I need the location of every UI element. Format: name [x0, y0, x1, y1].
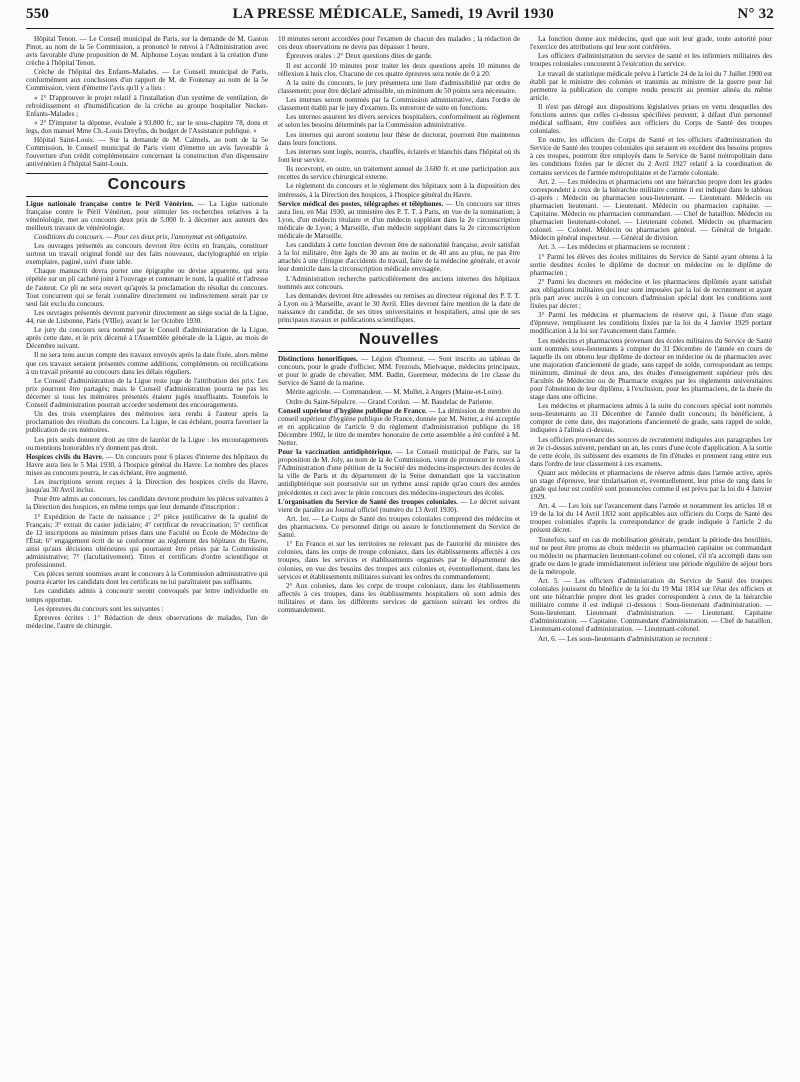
article-text: — La démission de membre du conseil supérieur d'hygiène publique de France, donnée par M. Netter, a été acceptée et en application de l'article 9 du règlement d'administration publique du 18 Décembre 1902, le titre de membre honoraire de cette assemblée a été conféré à M. Netter. [278, 406, 520, 448]
paragraph: Épreuves orales : 2° Deux questions dites de garde. [286, 52, 433, 61]
paragraph: Les officiers d'administration du service de santé et les infirmiers militaires des troupes coloniales concourent à l'exécution du service. [530, 52, 772, 69]
paragraph: Crèche de l'hôpital des Enfants-Malades. — Le Conseil municipal de Paris, conformément aux conclusions d'un rapport de M. de Fontenay au nom de la 5e Commission, vient d'émettre l'avis qu'il y a lieu : [26, 68, 268, 93]
paragraph: Chaque manuscrit devra porter une épigraphe ou devise apparente, qui sera répétée sur un pli cacheté joint à l'ouvrage et contenant le nom, la qualité et l'adresse de l'auteur. Ce pli ne sera ouvert qu'après la proclamation du résultat du concours. Tout concurrent qui se ferait connaître directement ou indirectement serait par ce seul fait exclu du concours. [26, 267, 268, 308]
paragraph [278, 355, 520, 387]
page-title: LA PRESSE MÉDICALE, Samedi, 19 Avril 1930 [232, 6, 554, 22]
paragraph: La fonction donne aux médecins, quel que soit leur grade, toute autorité pour l'exercice des attributions qui leur sont conférées. [530, 35, 772, 52]
paragraph: Les médecins et pharmaciens admis à la suite du concours spécial sont nommés sous-lieutenants au 31 Décembre de l'année dudit concours; ils bénéficient, à compter de cette date, des majorations d'ancienneté de grade, sans rappel de solde, indiquées à l'alinéa ci-dessus. [530, 402, 772, 435]
paragraph: Pour être admis au concours, les candidats devront produire les pièces suivantes à la Direction des hospices, en même temps que leur demande d'inscription : [26, 495, 268, 512]
article-text: — Le Conseil municipal de Paris, sur la proposition de M. Joly, au nom de la 4e Commission, vient de prononcer le renvoi à l'Administration d'une pétition de la Société des médecins-inspecteurs des écoles de la ville de Paris et du département de la Seine demandant que la vaccination antidiphtérique soit poursuivie sur un rythme aussi rapide qu'au cours des années précédentes et ceci avec le plein concours des médecins-inspecteurs des écoles. [278, 448, 520, 497]
paragraph: 1° En France et sur les territoires ne relevant pas de l'autorité du ministre des colonies, dans les corps de troupe coloniaux, dans les établissements affectés à ces troupes, dans les services et établissements organisés par le département des colonies, en vue des besoins des troupes aux colonies et, éventuellement, dans les services et établissements militaires suivant les ordres du commandement; [278, 540, 520, 581]
article-text: — Un concours pour 6 places d'interne des hôpitaux du Havre aura lieu le 5 Mai 1930, à l'hospice général du Havre. Le nombre des places mises au concours pourra, le cas échéant, être augmenté. [26, 452, 268, 477]
paragraph: Art. 2. — Les médecins et pharmaciens ont une hiérarchie propre dont les grades correspondent à ceux de la hiérarchie militaire comme il est indiqué dans le tableau ci-après : Médecin ou pharmacien sous-lieutenant. — Lieutenant. Médecin ou pharmacien lieutenant. — Lieutenant. Médecin ou pharmacien capitaine. — Capitaine. Médecin ou pharmacien commandant. — Chef de bataillon. Médecin ou pharmacien lieutenant-colonel. — Lieutenant colonel. Médecin ou pharmacien colonel. — Colonel. Médecin ou pharmacien général. — Général de brigade. Médecin général inspecteur. — Général de division. [530, 177, 772, 243]
paragraph: Ils recevront, en outre, un traitement annuel de 3.600 fr. et une participation aux recettes du service chirurgical externe. [278, 165, 520, 182]
paragraph: Les épreuves du concours sont les suivantes : [34, 604, 164, 613]
page-number: 550 [26, 6, 50, 22]
paragraph: Épreuves écrites : 1° Rédaction de deux observations de malades, l'un de médecine, l'autre de chirurgie. [26, 613, 268, 631]
paragraph: Hôpital Saint-Louis. — Sur la demande de M. Calmels, au nom de la 5e Commission, le Conseil municipal de Paris vient d'émettre un avis favorable à l'ouverture d'un crédit complémentaire concernant la construction d'un dispensaire antivénérien à l'hôpital Saint-Louis. [26, 136, 268, 169]
paragraph: Art. 3. — Les médecins et pharmaciens se recrutent : [538, 243, 690, 252]
paragraph: 1° Parmi les élèves des écoles militaires du Service de Santé ayant obtenu à la sortie desdites écoles le diplôme de docteur en médecine ou le diplôme de pharmacien ; [530, 252, 772, 277]
paragraph: « 1° D'approuver le projet relatif à l'installation d'un système de ventilation, de refroidissement et d'humidification de la crèche au groupe hospitalier Necker-Enfants-Malades ; [26, 93, 268, 118]
paragraph: Quant aux médecins et pharmaciens de réserve admis dans l'armée active, après un stage d'épreuve, leur titularisation et, éventuellement, leur prise de rang dans le grade qui leur est conféré sont prononcées comme il est prévu par la loi du 4 Janvier 1929. [530, 468, 772, 502]
article-text: Conditions du concours. — Pour ces deux prix, l'anonymat est obligatoire. [34, 232, 248, 241]
paragraph: Art. 6. — Les sous-lieutenants d'administration se recrutent : [538, 634, 712, 643]
article-title: Distinctions honorifiques. [278, 355, 358, 364]
paragraph: L'Administration recherche particulièrement des anciens internes des hôpitaux nommés aux concours. [278, 274, 520, 291]
paragraph [26, 233, 268, 241]
article-text: — Le décret suivant vient de paraître au Journal officiel (numéro du 13 Avril 1930). [278, 497, 520, 514]
article-text: — Un concours sur titres aura lieu, en Mai 1930, au ministère des P. T. T. à Paris, en vue de la nomination; à Lyon, d'un médecin titulaire et d'un médecin suppléant dans la 2e circonscription médicale de Lyon; à Marseille, d'un médecin suppléant dans la 2e circonscription médicale de Marseille. [278, 199, 520, 240]
paragraph [278, 407, 520, 447]
paragraph: Il est accordé 10 minutes pour traiter les deux questions après 10 minutes de réflexion à huis clos. Chacune de ces quatre épreuves sera notée de 0 à 20. [278, 61, 520, 78]
paragraph [26, 453, 268, 477]
paragraph: Art. 4. — Les lois sur l'avancement dans l'armée et notamment les articles 18 et 19 de la loi du 14 Avril 1832 sont applicables aux officiers du Corps de Santé des troupes coloniales d'après la correspondance de grade indiquée à l'article 2 du présent décret. [530, 502, 772, 535]
issue-number: N° 32 [737, 6, 774, 22]
paragraph: Hôpital Tenon. — Le Conseil municipal de Paris, sur la demande de M. Gaston Pinot, au nom de la 5e Commission, a prononcé le renvoi à l'Administration avec avis favorable d'une proposition de M. Alphonse Loyau tendant à la création d'une crèche à l'hôpital Tenon. [26, 35, 268, 68]
paragraph: 3° Parmi les médecins et pharmaciens de réserve qui, à l'issue d'un stage d'épreuve, remplissent les conditions fixées par la loi du 4 Janvier 1929 portant modification à la loi sur l'avancement dans l'armée. [530, 311, 772, 336]
paragraph: Mérite agricole. — Commandeur. — M. Mullet, à Angers (Maine-et-Loire). [286, 388, 503, 397]
article-text: — Légion d'honneur. — Sont inscrits au tableau de concours, pour le grade d'officier, MM. Frezouls, Mielvaque, médecins principaux, et pour le grade de chevalier, MM. Badin, Guermeur, médecins de 1re classe du Service de Santé de la marine. [278, 355, 520, 388]
paragraph: Toutefois, sauf en cas de mobilisation générale, pendant la période des hostilités, nul ne peut être promu au choix médecin ou pharmacien capitaine ou commandant ou médecin ou pharmacien lieutenant-colonel ou colonel, s'il n'a accompli dans son grade ou dans le grade immédiatement inférieur une période régulière de séjour hors de la métropole. [530, 535, 772, 576]
paragraph: Il n'est pas dérogé aux dispositions législatives prises en vertu desquelles des fonctions autres que celles ci-dessus spécifiées peuvent, à défaut d'un personnel médical suffisant, être confiées aux officiers du Corps de Santé des troupes coloniales. [530, 102, 772, 136]
paragraph: Les internes seront nommés par la Commission administrative, dans l'ordre de classement établi par le jury d'examen. Ils entreront de suite en fonctions. [278, 96, 520, 113]
paragraph: Les inscriptions seront reçues à la Direction des hospices civils du Havre, jusqu'au 30 Avril inclus. [26, 478, 268, 495]
paragraph: Les prix seuls donnent droit au titre de lauréat de la Ligue : les encouragements ou mentions honorables n'y donnent pas droit. [26, 435, 268, 452]
article-text: — La Ligue nationale française contre le Péril Vénérien, pour stimuler les recherches relatives à la vénéréologie, met au concours deux prix de 5.000 fr. à décerner aux auteurs des meilleurs travaux de vénéréologie. [26, 199, 268, 232]
article-title: Ligue nationale française contre le Péril Vénérien. [26, 199, 194, 208]
article-title: Conseil supérieur d'hygiène publique de France. [278, 406, 427, 415]
paragraph: En outre, les officiers du Corps de Santé et les officiers d'administration du Service de Santé des troupes coloniales qui seraient en excédent des besoins propres à ces troupes, pourront être employés dans le Service de Santé métropolitain dans les conditions fixées par le décret du 2 Avril 1927 relatif à la coordination de certains services de l'armée métropolitaine et de l'armée coloniale. [530, 136, 772, 177]
paragraph: Les demandes devront être adressées ou remises au directeur régional des P. T. T. à Lyon ou à Marseille, avant le 30 Avril. Elles devront faire mention de la date de naissance du candidat, de ses titres universitaires et hospitaliers, ainsi que de ses principaux travaux et publications scientifiques. [278, 291, 520, 324]
paragraph: 2° Aux colonies, dans les corps de troupe coloniaux, dans les établissements affectés à ces troupes, dans les établissements hospitaliers où sont admis des militaires et dans les différents services de garnison suivant les ordres du commandement. [278, 581, 520, 614]
paragraph: Les ouvrages présentés au concours devront être écrits en français, constituer surtout un travail original fondé sur des faits nouveaux, dactylographié en triple exemplaire, paginé, suivi d'une table. [26, 242, 268, 267]
article-title: Pour la vaccination antidiphtérique. [278, 448, 393, 457]
paragraph [278, 498, 520, 514]
paragraph: Le jury du concours sera nommé par le Conseil d'administration de la Ligue, après cette date, et le prix décerné à l'Assemblée générale de la Ligue, au mois de Décembre suivant. [26, 326, 268, 351]
paragraph: Un des trois exemplaires des mémoires sera rendu à l'auteur après la proclamation des résultats du concours. La Ligue, le cas échéant, pourra favoriser la publication de ces mémoires. [26, 410, 268, 435]
paragraph: Ordre du Saint-Sépulcre. — Grand Cordon. — M. Baudelac de Pariente. [286, 397, 494, 406]
paragraph [278, 448, 520, 496]
paragraph: 2° Parmi les docteurs en médecine et les pharmaciens diplômés ayant satisfait aux obligations militaires qui leur sont imposées par la loi de recrutement et ayant pris part avec succès à un concours d'admission spécial dont les conditions sont fixées par décret ; [530, 277, 772, 310]
paragraph: Les internes assurent les divers services hospitaliers, conformément au règlement et selon les besoins déterminés par la Commission administrative. [278, 113, 520, 130]
paragraph [278, 200, 520, 240]
paragraph: « 2° D'imputer la dépense, évaluée à 93.800 fr., sur le sous-chapitre 78, dons et legs, don manuel Mme Ch.-Louis Dreyfus, du budget de l'Assistance publique. » [26, 119, 268, 136]
paragraph: 1° Expédition de l'acte de naissance ; 2° pièce justificative de la qualité de Français; 3° extrait du casier judiciaire; 4° certificat de revaccination; 5° certificat de 12 inscriptions au minimum prises dans une Faculté ou École de Médecine de l'État; 6° engagement écrit de se conformer au règlement des hôpitaux du Havre, ainsi qu'aux décisions ultérieures qui pourraient être prises par la Commission administrative; 7° (facultativement). Titres et certificats d'ordre scientifique et professionnel. [26, 512, 268, 569]
page-header [26, 6, 774, 29]
paragraph: Les candidats à cette fonction devront être de nationalité française, avoir satisfait à la loi militaire, être âgés de 30 ans au moins et de 40 ans au plus, ne pas être attachés à une clinique d'accidents du travail, faire de la médecine générale, et avoir leur domicile dans la circonscription médicale envisagée. [278, 241, 520, 274]
paragraph: Les candidats admis à concourir seront convoqués par lettre individuelle en temps opportun. [26, 587, 268, 604]
paragraph: Les internes sont logés, nourris, chauffés, éclairés et blanchis dans l'hôpital où ils font leur service. [278, 147, 520, 164]
paragraph: Le Conseil d'administration de la Ligue reste juge de l'attribution des prix. Les prix pourront être partagés; mais le Conseil d'administration pourra ne pas les décerner si tous les mémoires présentés étaient jugés insuffisants. Toutefois le Conseil d'administration pourrait accorder seulement des encouragements. [26, 376, 268, 409]
article-title: L'organisation du Service de Santé des troupes coloniales. [278, 497, 458, 506]
paragraph: A la suite du concours, le jury présentera une liste d'admissibilité par ordre de classement; pour être déclaré admissible, un minimum de 50 points sera nécessaire. [278, 78, 520, 95]
column-3 [530, 35, 772, 1075]
paragraph: Il ne sera tenu aucun compte des travaux envoyés après la date fixée, alors même que ces travaux seraient présentés comme additions, compléments ou rectifications à un travail présenté au concours dans les délais réguliers. [26, 351, 268, 376]
paragraph: Les médecins et pharmaciens provenant des écoles militaires du Service de Santé sont nommés sous-lieutenants à compter du 31 Décembre de l'année en cours de laquelle ils ont obtenu leur diplôme de docteur en médecine ou de pharmacien avec une majoration d'ancienneté de grade, sans rappel de solde, correspondant au temps minimum, diminué de deux ans, des études d'enseignement supérieur près des Facultés de Médecine ou de Pharmacie exigées par les règlements universitaires pour l'obtention de leur diplôme, à l'exclusion, pour les pharmaciens, de la durée du stage dans une officine. [530, 336, 772, 401]
paragraph: Les internes qui auront soutenu leur thèse de doctorat, pourront être maintenus dans leurs fonctions. [278, 130, 520, 147]
article-title: Hospices civils du Havre. [26, 452, 104, 461]
article-title: Service médical des postes, télégraphes et téléphones. [278, 199, 444, 208]
paragraph: Les officiers provenant des sources de recrutement indiquées aux paragraphes 1er et 2e ci-dessus suivent, pendant un an, les cours d'une école d'application. A la sortie de cette école, ils subissent des examens de fin d'études et prennent rang entre eux dans l'ordre de leur classement à ces examens. [530, 435, 772, 468]
column-2 [278, 35, 520, 1075]
paragraph [26, 200, 268, 232]
paragraph: Les ouvrages présentés devront parvenir directement au siège social de la Ligue, 44, rue de Lisbonne, Paris (VIIIe), avant le 1er Octobre 1930. [26, 308, 268, 325]
paragraph: Art. 1er. — Le Corps de Santé des troupes coloniales comprend des médecins et des pharmaciens. Ce personnel dirige ou assure le fonctionnement du Service de Santé. [278, 515, 520, 540]
section-heading-concours: Concours [26, 173, 268, 197]
paragraph: Ces pièces seront soumises avant le concours à la Commission administrative qui pourra écarter les candidats dont les certificats ne lui paraîtraient pas suffisants. [26, 570, 268, 587]
paragraph: 10 minutes seront accordées pour l'examen de chacun des malades ; la rédaction de ces deux observations ne devra pas dépasser 1 heure. [278, 35, 520, 52]
section-heading-nouvelles: Nouvelles [278, 328, 520, 352]
paragraph: Le règlement du concours et le règlement des hôpitaux sont à la disposition des intéressés, à la Direction des hospices, à l'hospice général du Havre. [278, 182, 520, 199]
paragraph: Art. 5. — Les officiers d'administration du Service de Santé des troupes coloniales jouissent du bénéfice de la loi du 19 Mai 1834 sur l'état des officiers et ont une hiérarchie propre dont les grades correspondent à ceux de la hiérarchie militaire comme il est indiqué ci-dessous : Sous-lieutenant d'administration. — Sous-lieutenant. Lieutenant d'administration. — Lieutenant. Capitaine d'administration. — Capitaine. Commandant d'administration. — Chef de bataillon. Lieutenant-colonel d'administration. — Lieutenant-colonel. [530, 577, 772, 634]
column-1 [26, 35, 268, 1075]
paragraph: Le travail de statistique médicale prévu à l'article 24 de la loi du 7 Juillet 1900 est établi par le ministre des colonies et transmis au ministre de la guerre pour lui permettre la publication du compte rendu prescrit au premier alinéa du même article. [530, 69, 772, 102]
